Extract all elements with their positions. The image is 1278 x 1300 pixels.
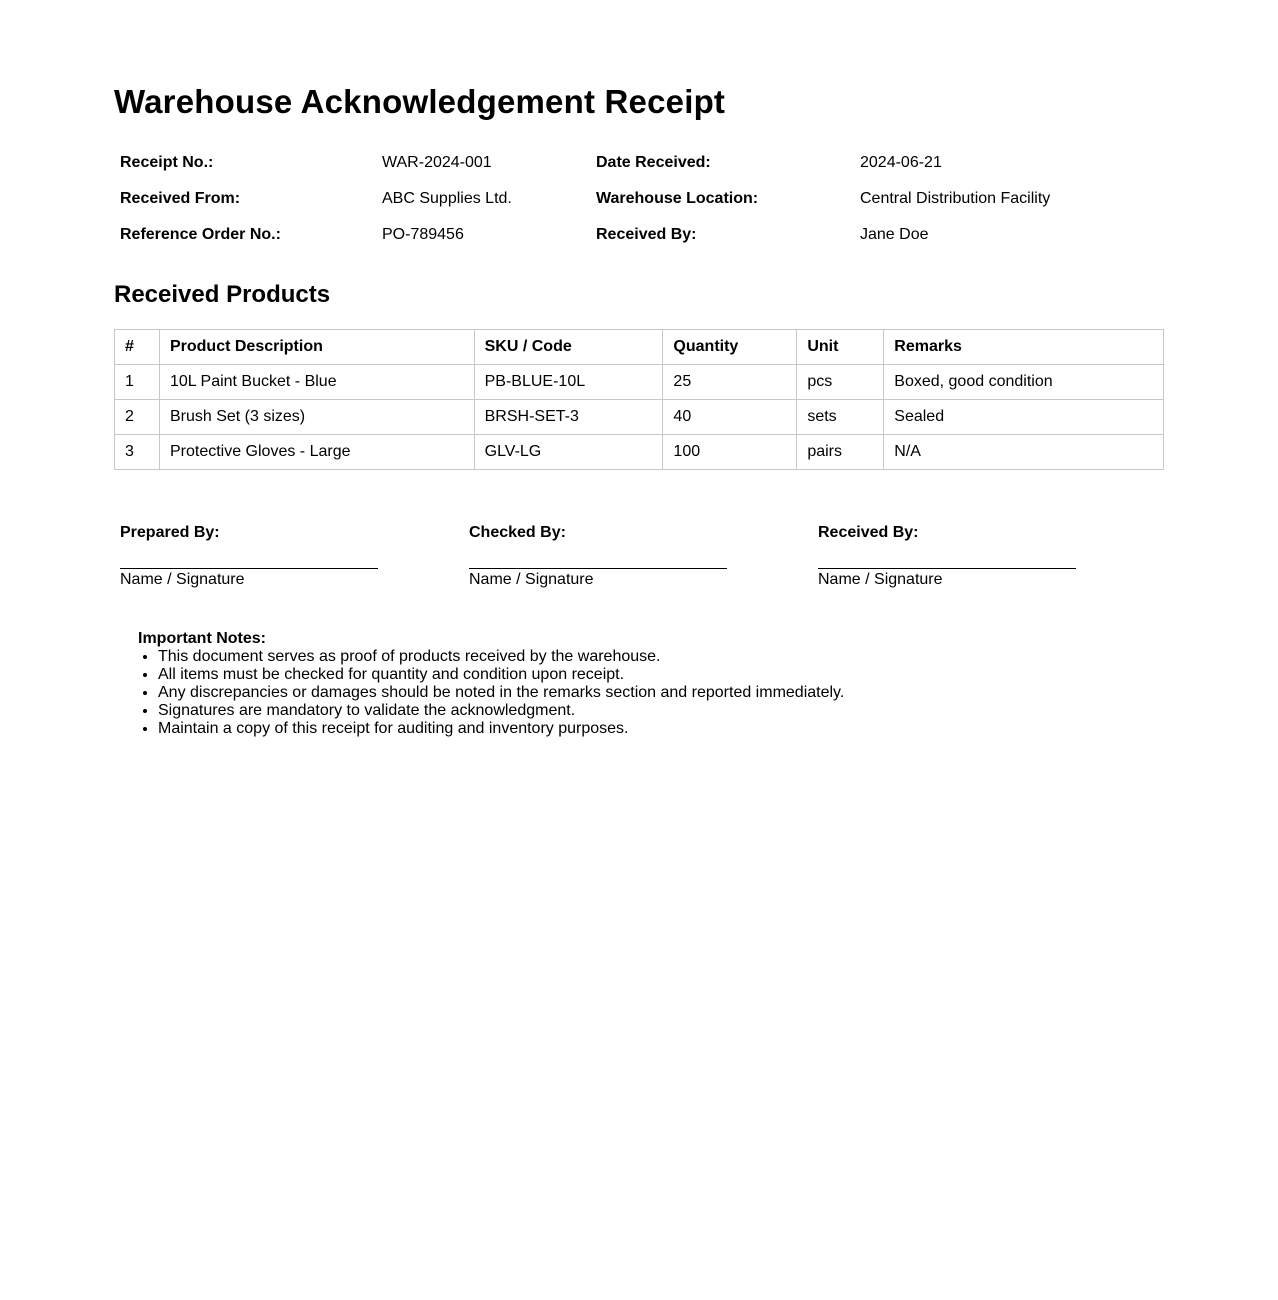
cell-quantity: 100 [663,435,797,470]
table-row [115,365,1164,400]
reference-order-label: Reference Order No.: [120,226,281,243]
list-item: • Maintain a copy of this receipt for auditing and inventory purposes. [158,720,1164,738]
cell-remarks: Sealed [884,400,1164,435]
cell-quantity: 40 [663,400,797,435]
col-header-unit: Unit [797,330,884,365]
cell-sku: PB-BLUE-10L [474,365,663,400]
table-row [115,400,1164,435]
info-row [114,145,1164,181]
cell-number: 2 [115,400,160,435]
date-received-label: Date Received: [596,154,711,171]
signature-received-by [812,524,1161,590]
signature-title: Checked By: [469,524,566,541]
received-by-value: Jane Doe [860,226,929,243]
cell-sku: BRSH-SET-3 [474,400,663,435]
signature-title: Received By: [818,524,919,541]
signature-line [818,542,1076,569]
col-header-number: # [115,330,160,365]
document-title: Warehouse Acknowledgement Receipt [114,83,726,120]
products-header-row [115,330,1164,365]
list-item: • Any discrepancies or damages should be noted in the remarks section and reported immediately. [158,684,1164,702]
reference-order-value: PO-789456 [382,226,464,243]
received-from-value: ABC Supplies Ltd. [382,190,512,207]
list-item: • This document serves as proof of products received by the warehouse. [158,648,1164,666]
list-item: • All items must be checked for quantity and condition upon receipt. [158,666,1164,684]
col-header-sku: SKU / Code [474,330,663,365]
signature-caption: Name / Signature [120,571,245,588]
info-row [114,217,1164,253]
signature-caption: Name / Signature [469,571,594,588]
signature-title: Prepared By: [120,524,220,541]
cell-number: 1 [115,365,160,400]
cell-sku: GLV-LG [474,435,663,470]
cell-remarks: N/A [884,435,1164,470]
products-table [114,329,1164,470]
notes-list [138,648,1164,738]
cell-unit: pcs [797,365,884,400]
receipt-no-label: Receipt No.: [120,154,214,171]
receipt-info-table [114,145,1164,253]
cell-quantity: 25 [663,365,797,400]
signature-prepared-by [114,524,463,590]
col-header-quantity: Quantity [663,330,797,365]
signature-caption: Name / Signature [818,571,943,588]
signature-checked-by [463,524,812,590]
cell-unit: sets [797,400,884,435]
cell-number: 3 [115,435,160,470]
important-notes [114,630,1164,738]
receipt-no-value: WAR-2024-001 [382,154,492,171]
cell-description: Protective Gloves - Large [159,435,474,470]
received-by-label: Received By: [596,226,697,243]
received-products-heading: Received Products [114,281,331,308]
signature-section [114,524,1164,590]
cell-description: 10L Paint Bucket - Blue [159,365,474,400]
notes-title: Important Notes: [138,630,266,647]
signature-line [120,542,378,569]
col-header-description: Product Description [159,330,474,365]
date-received-value: 2024-06-21 [860,154,942,171]
cell-unit: pairs [797,435,884,470]
col-header-remarks: Remarks [884,330,1164,365]
info-row [114,181,1164,217]
table-row [115,435,1164,470]
warehouse-location-value: Central Distribution Facility [860,190,1051,207]
received-from-label: Received From: [120,190,241,207]
cell-description: Brush Set (3 sizes) [159,400,474,435]
cell-remarks: Boxed, good condition [884,365,1164,400]
signature-line [469,542,727,569]
warehouse-location-label: Warehouse Location: [596,190,759,207]
list-item: • Signatures are mandatory to validate the acknowledgment. [158,702,1164,720]
